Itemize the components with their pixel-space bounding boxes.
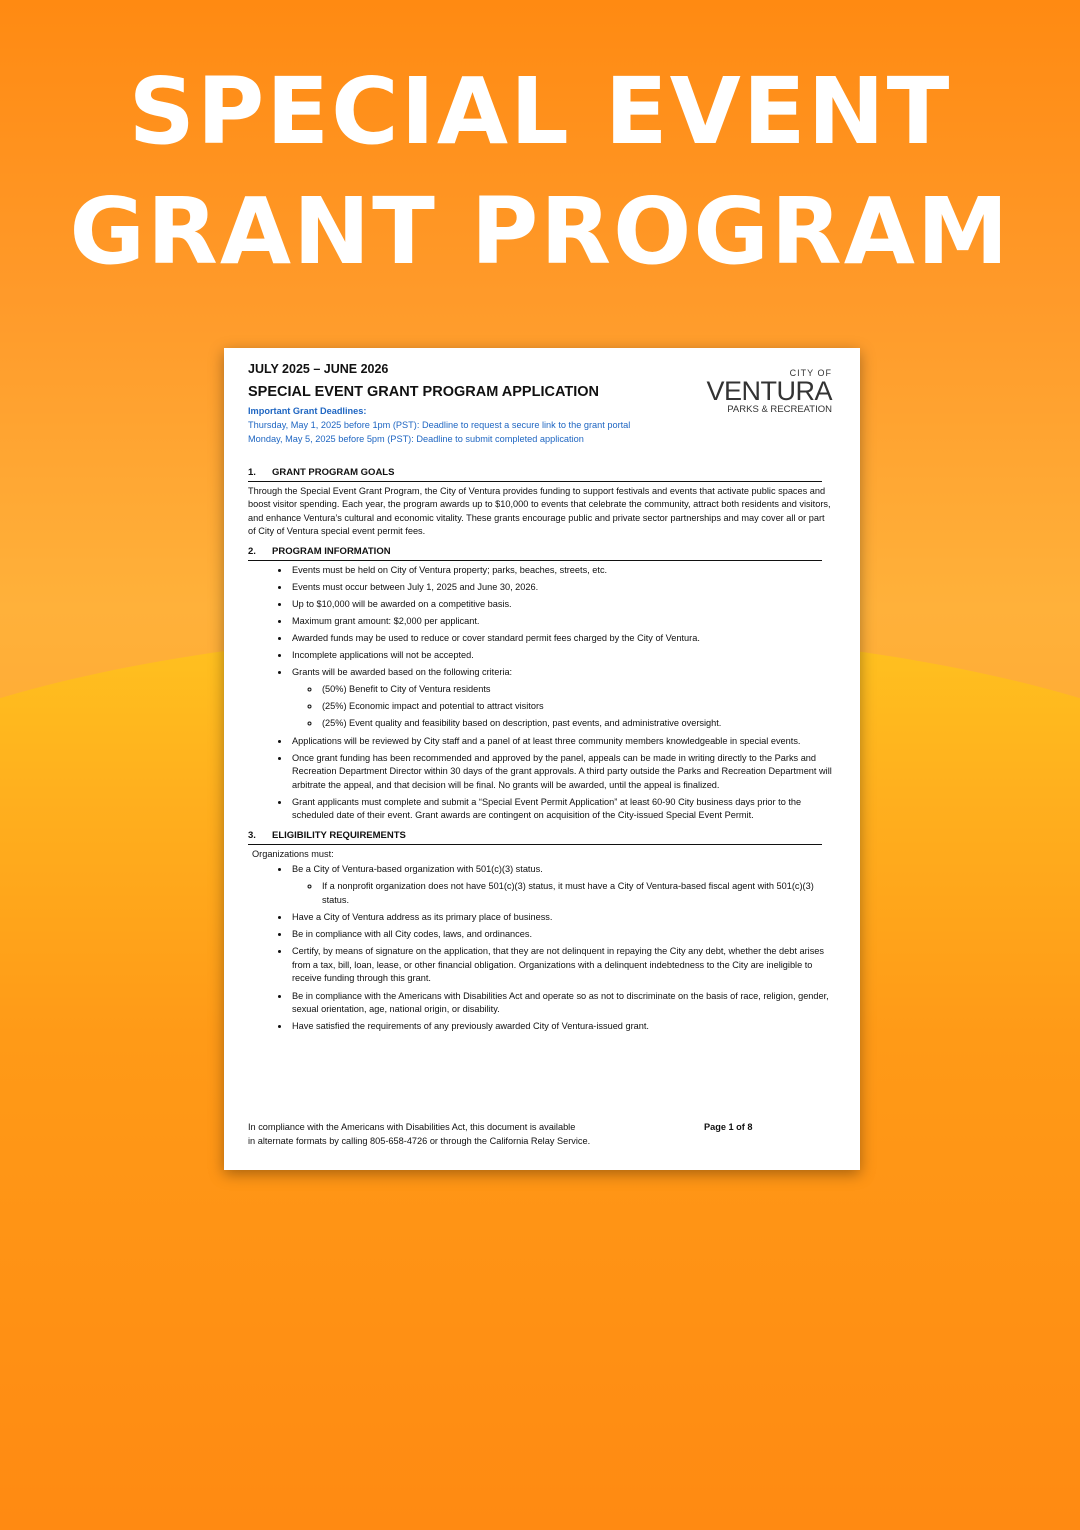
list-item: • Once grant funding has been recommended and approved by the panel, appeals can be made in writing directly to the Parks and Recreation Department Director within 30 days of the grant approvals. A third party outside the Parks and Recreation Department will arbitrate the appeal, and that decision will be final. No grants will be awarded, until the appeal is finalized. bbox=[290, 752, 836, 793]
eligibility-list bbox=[248, 863, 836, 1034]
list-item: • Have a City of Ventura address as its primary place of business. bbox=[290, 911, 836, 925]
document-period: JULY 2025 – JUNE 2026 bbox=[248, 362, 389, 376]
ventura-logo bbox=[706, 368, 832, 415]
list-item: • Events must be held on City of Ventura property; parks, beaches, streets, etc. bbox=[290, 564, 836, 578]
section-title-text: GRANT PROGRAM GOALS bbox=[272, 467, 395, 478]
section-eligibility bbox=[248, 829, 836, 1034]
list-item: • Up to $10,000 will be awarded on a competitive basis. bbox=[290, 598, 836, 612]
page-number: Page 1 of 8 bbox=[704, 1122, 753, 1132]
deadline-1: Thursday, May 1, 2025 before 1pm (PST): Deadline to request a secure link to the grant portal bbox=[248, 420, 631, 430]
section-title-text: PROGRAM INFORMATION bbox=[272, 545, 391, 557]
logo-city: CITY OF bbox=[789, 368, 832, 378]
list-item-text: Grants will be awarded based on the following criteria: bbox=[292, 667, 513, 678]
document-header bbox=[248, 362, 836, 460]
section-number: 1. bbox=[248, 467, 256, 478]
list-item: • Certify, by means of signature on the application, that they are not delinquent in repaying the City any debt, whether the debt arises from a tax, bill, loan, lease, or other financial obligation. Organizations with a delinquent indebtedness to the City are ineligible to receive funding through this grant. bbox=[290, 945, 836, 986]
section-number: 3. bbox=[248, 830, 256, 842]
list-item bbox=[290, 666, 836, 731]
deadlines-heading: Important Grant Deadlines: bbox=[248, 406, 367, 416]
goals-text: Through the Special Event Grant Program, the City of Ventura provides funding to support festivals and events that activate public spaces and boost visitor spending. Each year, the program awards up to $10,000 to events that celebrate the community, attract both residents and visitors, and enhance Ventura’s cultural and economic vitality. These grants encourage public and private sector partnerships and may cover all or part of City of Ventura special event permit fees. bbox=[248, 485, 831, 537]
criteria-item: ◦ (25%) Event quality and feasibility based on description, past events, and administrative oversight. bbox=[320, 717, 836, 731]
headline-line-2: GRANT PROGRAM bbox=[69, 178, 1011, 285]
section-title bbox=[248, 466, 822, 482]
section-title-text: ELIGIBILITY REQUIREMENTS bbox=[272, 830, 406, 842]
document-footer bbox=[248, 1120, 836, 1148]
eligibility-sublist bbox=[292, 880, 836, 907]
list-item: • Incomplete applications will not be accepted. bbox=[290, 649, 836, 663]
headline bbox=[0, 52, 1080, 292]
logo-dept: PARKS & RECREATION bbox=[727, 404, 832, 415]
eligibility-intro: Organizations must: bbox=[252, 848, 334, 859]
section-title bbox=[248, 545, 822, 561]
criteria-item: ◦ (25%) Economic impact and potential to attract visitors bbox=[320, 700, 836, 714]
list-item: • Events must occur between July 1, 2025 and June 30, 2026. bbox=[290, 581, 836, 595]
section-program-info bbox=[248, 545, 836, 823]
program-info-list bbox=[248, 564, 836, 824]
ada-notice-2: in alternate formats by calling 805-658-4726 or through the California Relay Service. bbox=[248, 1136, 591, 1146]
list-item: • Awarded funds may be used to reduce or cover standard permit fees charged by the City of Ventura. bbox=[290, 632, 836, 646]
criteria-list bbox=[292, 683, 836, 731]
sub-item: ◦ If a nonprofit organization does not have 501(c)(3) status, it must have a City of Ventura-based fiscal agent with 501(c)(3) status. bbox=[320, 880, 836, 907]
ada-notice-1: In compliance with the Americans with Disabilities Act, this document is available bbox=[248, 1122, 576, 1132]
list-item: • Have satisfied the requirements of any previously awarded City of Ventura-issued grant. bbox=[290, 1020, 836, 1034]
list-item: • Grant applicants must complete and submit a “Special Event Permit Application” at least 60-90 City business days prior to the scheduled date of their event. Grant awards are contingent on acquisition of the City-issued Special Event Permit. bbox=[290, 796, 836, 823]
list-item: • Applications will be reviewed by City staff and a panel of at least three community members knowledgeable in special events. bbox=[290, 735, 836, 749]
criteria-item: ◦ (50%) Benefit to City of Ventura residents bbox=[320, 683, 836, 697]
document-preview bbox=[224, 348, 860, 1170]
list-item: • Be in compliance with all City codes, laws, and ordinances. bbox=[290, 928, 836, 942]
section-goals bbox=[248, 466, 836, 539]
section-title bbox=[248, 829, 822, 845]
document-title: SPECIAL EVENT GRANT PROGRAM APPLICATION bbox=[248, 384, 599, 400]
headline-line-1: SPECIAL EVENT bbox=[128, 58, 952, 165]
logo-name: VENTURA bbox=[706, 376, 832, 406]
list-item: • Be in compliance with the Americans with Disabilities Act and operate so as not to discriminate on the basis of race, religion, gender, sexual orientation, age, national origin, or disability. bbox=[290, 990, 836, 1017]
deadline-2: Monday, May 5, 2025 before 5pm (PST): Deadline to submit completed application bbox=[248, 434, 584, 444]
section-number: 2. bbox=[248, 545, 256, 557]
list-item: • Maximum grant amount: $2,000 per applicant. bbox=[290, 615, 836, 629]
list-item-text: Be a City of Ventura-based organization with 501(c)(3) status. bbox=[292, 864, 543, 875]
list-item bbox=[290, 863, 836, 907]
